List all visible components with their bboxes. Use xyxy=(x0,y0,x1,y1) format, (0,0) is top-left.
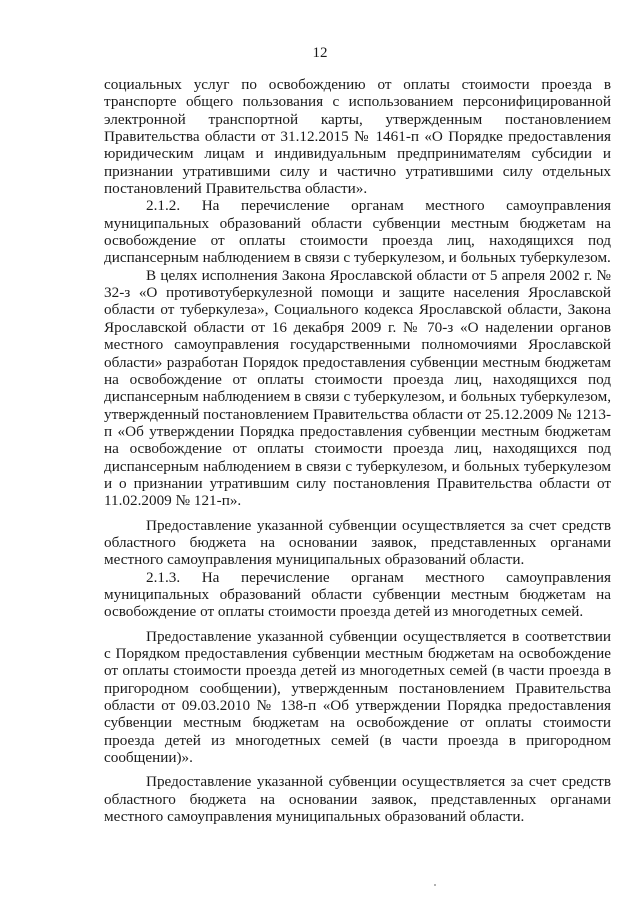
paragraph-2-1-2: 2.1.2. На перечисление органам местного самоуправления муниципальных образований области субвенции местным бюджетам на освобождение от оплаты стоимости проезда лиц, находящихся под диспансерным наблюдением в связи с туберкулезом, и больных туберкулезом. xyxy=(104,197,611,267)
paragraph-funding-large-families: Предоставление указанной субвенции осуществляется за счет средств областного бюджета на основании заявок, представленных органами местного самоуправления муниципальных образований области. xyxy=(104,773,611,826)
paragraph-funding-tuberculosis: Предоставление указанной субвенции осуществляется за счет средств областного бюджета на основании заявок, представленных органами местного самоуправления муниципальных образований области. xyxy=(104,516,611,569)
paragraph-law-basis-tuberculosis: В целях исполнения Закона Ярославской области от 5 апреля 2002 г. № 32-з «О противотуберкулезной помощи и защите населения Ярославской области от туберкулеза», Социального кодекса Ярославской области, Закона Ярославской области от 16 декабря 2009 г. № 70-з «О наделении органов местного самоуправления государственными полномочиями Ярославской области» разработан Порядок предоставления субвенции местным бюджетам на освобождение от оплаты стоимости проезда лиц, находящихся под диспансерным наблюдением в связи с туберкулезом, и больных туберкулезом, утвержденный постановлением Правительства области от 25.12.2009 № 1213-п «Об утверждении Порядка предоставления субвенции местным бюджетам на освобождение от оплаты стоимости проезда лиц, находящихся под диспансерным наблюдением в связи с туберкулезом, и больных туберкулезом и о признании утратившим силу постановления Правительства области от 11.02.2009 № 121-п». xyxy=(104,266,611,510)
paragraph-procedure-large-families: Предоставление указанной субвенции осуществляется в соответствии с Порядком предоставления субвенции местным бюджетам на освобождение от оплаты стоимости проезда детей из многодетных семей (в части проезда в пригородном сообщении), утвержденным постановлением Правительства области от 09.03.2010 № 138-п «Об утверждении Порядка предоставления субвенции местным бюджетам на освобождение от оплаты стоимости проезда детей из многодетных семей (в части проезда в пригородном сообщении)». xyxy=(104,627,611,767)
page-number: 12 xyxy=(312,45,328,61)
paragraph-2-1-3: 2.1.3. На перечисление органам местного самоуправления муниципальных образований области субвенции местным бюджетам на освобождение от оплаты стоимости проезда детей из многодетных семей. xyxy=(104,568,611,621)
paragraph-continuation: социальных услуг по освобождению от оплаты стоимости проезда в транспорте общего пользования с использованием персонифицированной электронной транспортной карты, утвержденным постановлением Правительства области от 31.12.2015 № 1461-п «О Порядке предоставления юридическим лицам и индивидуальным предпринимателям субсидии и признании утратившими силу и частично утратившими силу отдельных постановлений Правительства области». xyxy=(104,76,611,198)
document-body xyxy=(104,76,611,825)
scan-speck xyxy=(434,884,436,886)
